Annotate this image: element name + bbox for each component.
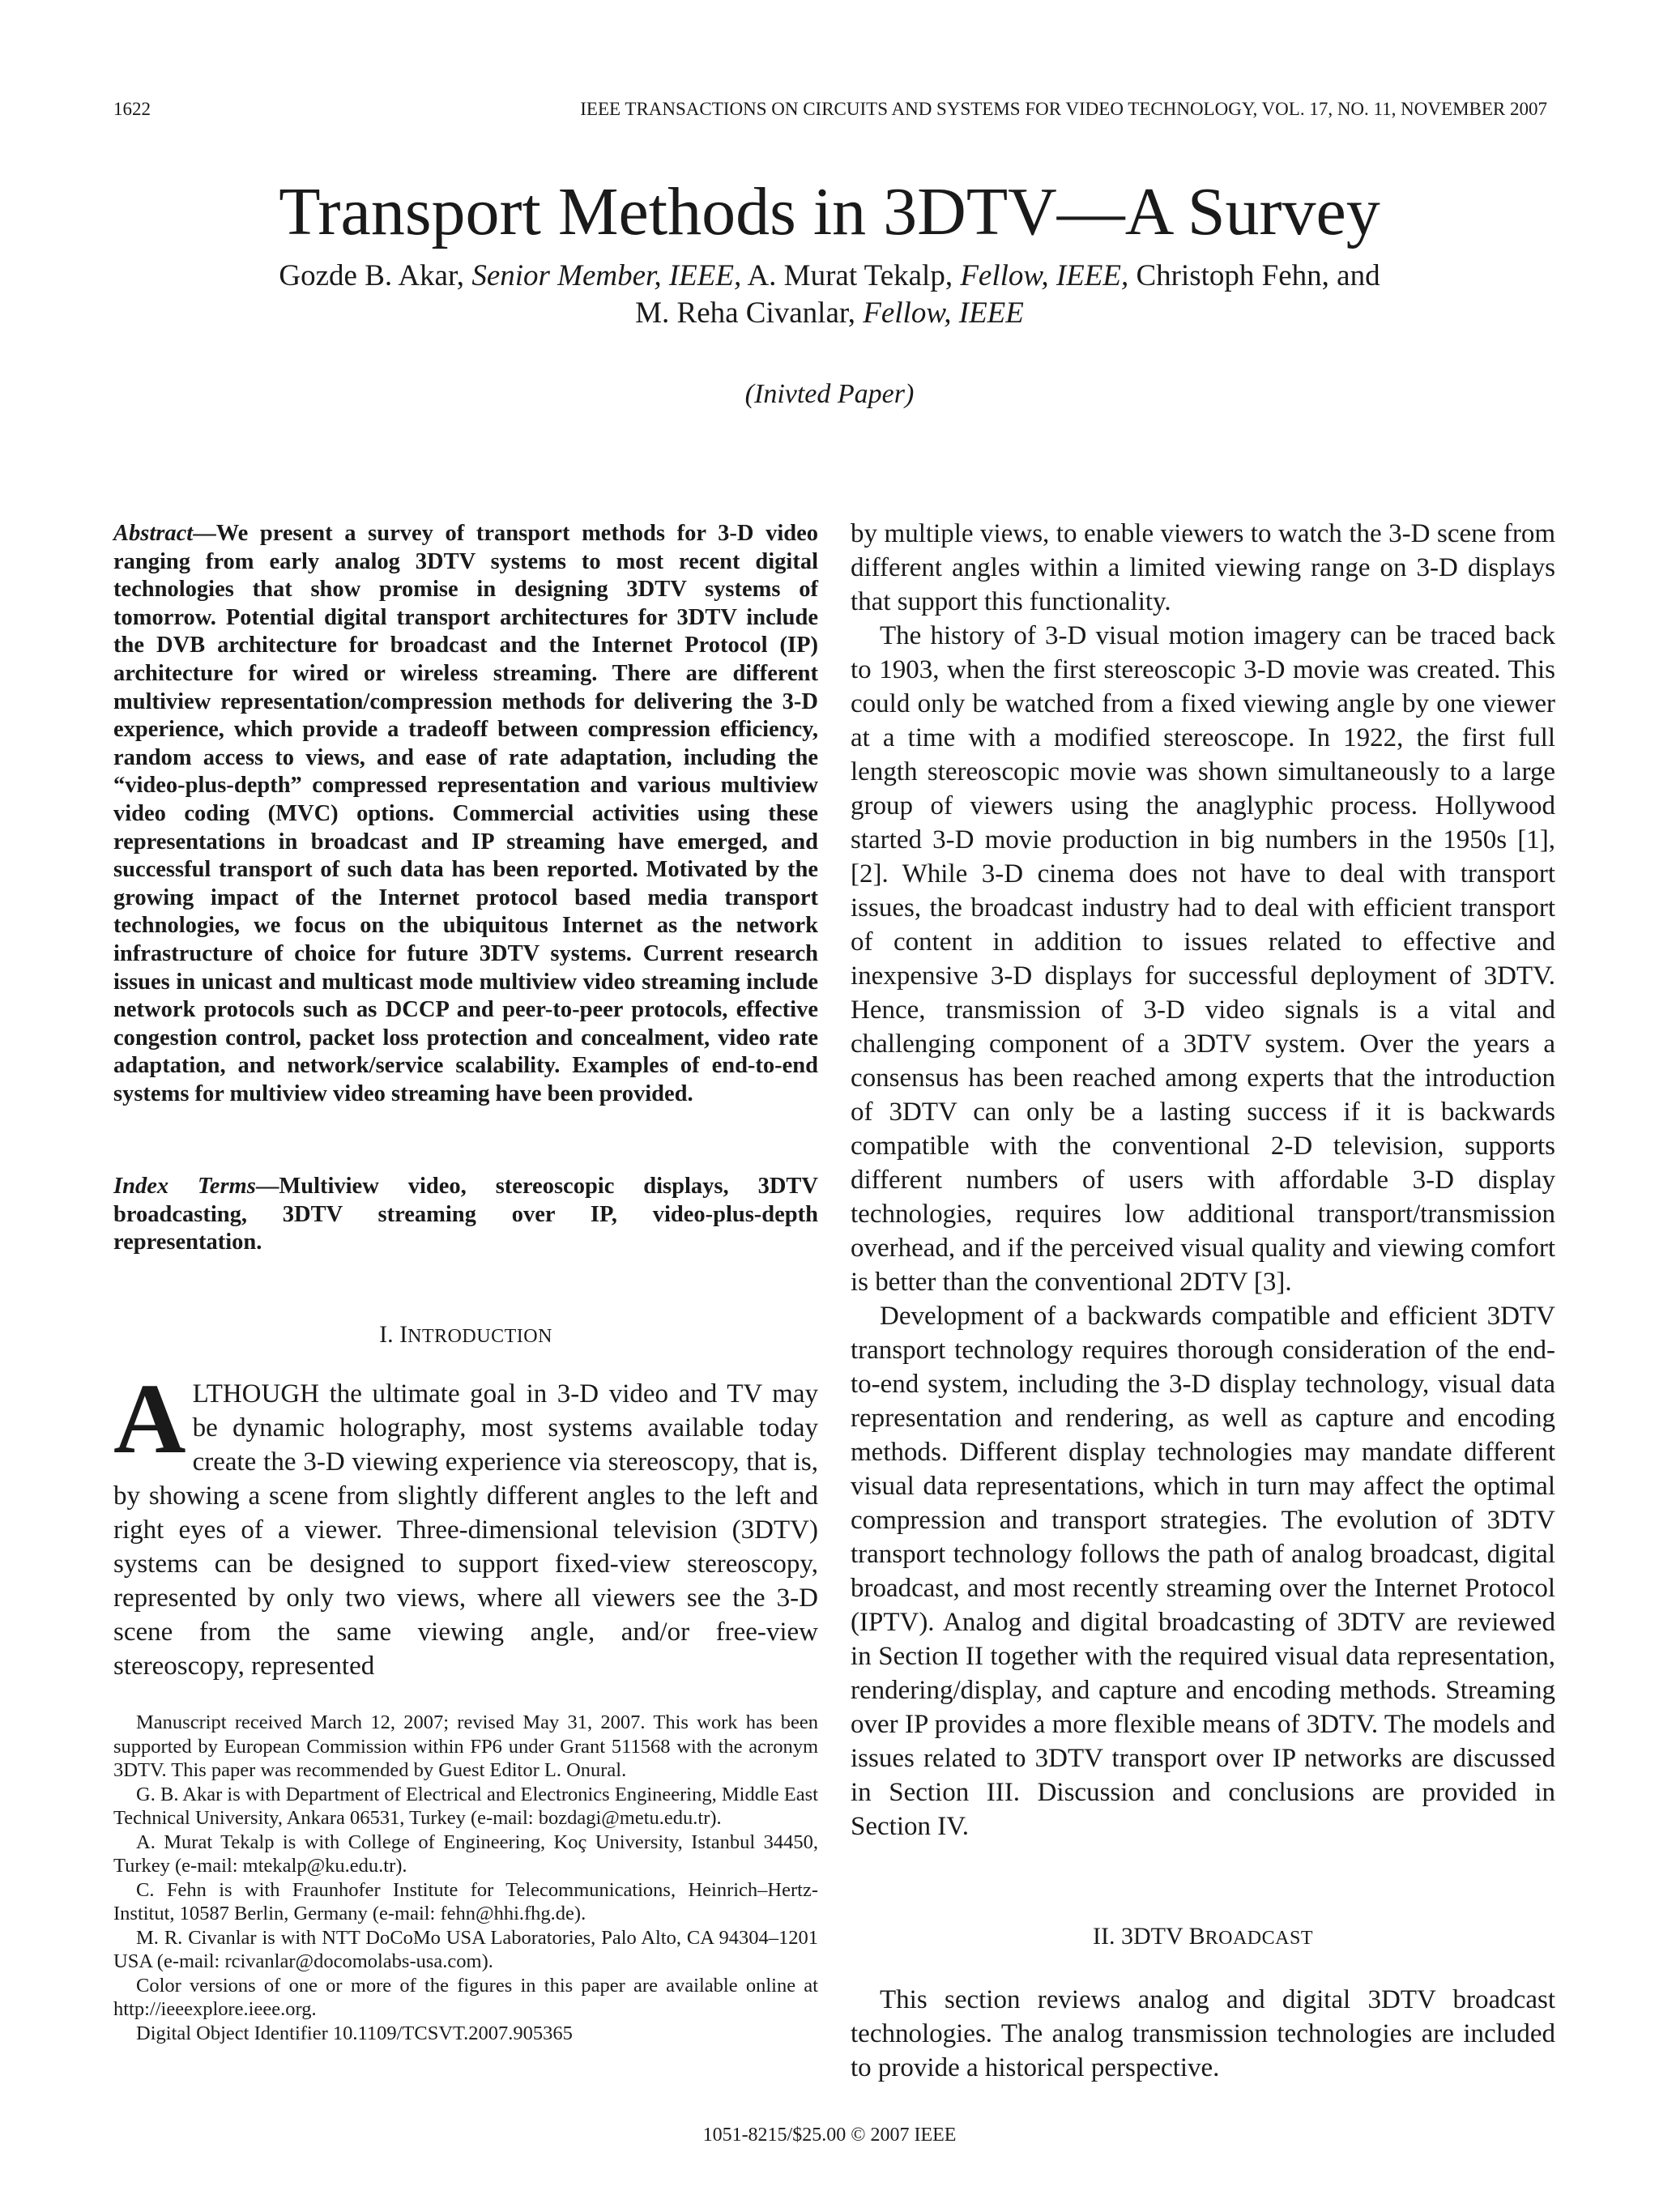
author-role: Senior Member, IEEE, bbox=[471, 259, 742, 292]
right-column-text bbox=[851, 517, 1555, 1843]
abstract bbox=[113, 520, 818, 1108]
index-terms bbox=[113, 1173, 818, 1257]
footnote: G. B. Akar is with Department of Electrical and Electronics Engineering, Middle East Technical University, Ankara 06531, Turkey (e-mail: bozdagi@metu.edu.tr). bbox=[113, 1783, 818, 1829]
index-terms-text: —Multiview video, stereoscopic displays, 3DTV broadcasting, 3DTV streaming over IP, video-plus-depth representation. bbox=[113, 1174, 818, 1255]
author-role: Fellow, IEEE, bbox=[960, 259, 1129, 292]
paper-title: Transport Methods in 3DTV—A Survey bbox=[279, 174, 1380, 249]
footnote: Color versions of one or more of the figures in this paper are available online at http://ieeexplore.ieee.org. bbox=[113, 1974, 818, 2020]
paper-type: (Inivted Paper) bbox=[744, 379, 915, 409]
footnote: Digital Object Identifier 10.1109/TCSVT.2007.905365 bbox=[136, 2022, 573, 2044]
copyright-footer: 1051-8215/$25.00 © 2007 IEEE bbox=[702, 2125, 957, 2146]
author-name: Christoph Fehn, and bbox=[1136, 259, 1380, 292]
page-number: 1622 bbox=[113, 99, 151, 119]
footnote: C. Fehn is with Fraunhofer Institute for Telecommunications, Heinrich–Hertz-Institut, 10587 Berlin, Germany (e-mail: fehn@hhi.fhg.de). bbox=[113, 1878, 818, 1924]
author-role: Fellow, IEEE bbox=[863, 296, 1024, 330]
footnote: Manuscript received March 12, 2007; revised May 31, 2007. This work has been supported by European Commission within FP6 under Grant 511568 with the acronym 3DTV. This paper was recommended by Guest Editor L. Onural. bbox=[113, 1711, 818, 1781]
introduction-paragraph bbox=[113, 1363, 818, 1683]
running-header bbox=[113, 99, 1547, 131]
paragraph: The history of 3-D visual motion imagery can be traced back to 1903, when the first stereoscopic 3-D movie was created. This could only be watched from a fixed viewing angle by one viewer at a time with a modified stereoscope. In 1922, the first full length stereoscopic movie was shown simultaneously to a large group of viewers using the anaglyphic process. Hollywood started 3-D movie production in big numbers in the 1950s [1], [2]. While 3-D cinema does not have to deal with transport issues, the broadcast industry had to deal with efficient transport of content in addition to issues related to effective and inexpensive 3-D displays for successful deployment of 3DTV. Hence, transmission of 3-D video signals is a vital and challenging component of a 3DTV system. Over the years a consensus has been reached among experts that the introduction of 3DTV can only be a lasting success if it is backwards compatible with the conventional 2-D television, supports different numbers of users with affordable 3-D display technologies, requires low additional transport/transmission overhead, and if the perceived visual quality and viewing comfort is better than the conventional 2DTV [3]. bbox=[851, 621, 1555, 1297]
introduction-text: LTHOUGH the ultimate goal in 3-D video and TV may be dynamic holography, most systems available today create the 3-D viewing experience via stereoscopy, that is, by showing a scene from slightly different angles to the left and right eyes of a viewer. Three-dimensional television (3DTV) systems can be designed to support fixed-view stereoscopy, represented by only two views, where all viewers see the 3-D scene from the same viewing angle, and/or free-view stereoscopy, represented bbox=[113, 1379, 818, 1681]
section-heading-introduction: I. INTRODUCTION bbox=[379, 1321, 552, 1348]
author-name: A. Murat Tekalp, bbox=[747, 259, 953, 292]
abstract-text: —We present a survey of transport methods for 3-D video ranging from early analog 3DTV systems to most recent digital technologies that show promise in designing 3DTV systems of tomorrow. Potential digital transport architectures for 3DTV include the DVB architecture for broadcast and the Internet Protocol (IP) architecture for wired or wireless streaming. There are different multiview representation/compression methods for delivering the 3-D experience, which provide a tradeoff between compression efficiency, random access to views, and ease of rate adaptation, including the “video-plus-depth” compressed representation and various multiview video coding (MVC) options. Commercial activities using these representations in broadcast and IP streaming have emerged, and successful transport of such data has been reported. Motivated by the growing impact of the Internet protocol based media transport technologies, we focus on the ubiquitous Internet as the network infrastructure of choice for future 3DTV systems. Current research issues in unicast and multicast mode multiview video streaming include network protocols such as DCCP and peer-to-peer protocols, effective congestion control, packet loss protection and concealment, video rate adaptation, and network/service scalability. Examples of end-to-end systems for multiview video streaming have been provided. bbox=[113, 521, 818, 1106]
drop-cap: A bbox=[113, 1363, 186, 1474]
journal-header: IEEE TRANSACTIONS ON CIRCUITS AND SYSTEMS FOR VIDEO TECHNOLOGY, VOL. 17, NO. 11, NOVEMBER 2007 bbox=[580, 99, 1547, 119]
footnote: M. R. Civanlar is with NTT DoCoMo USA Laboratories, Palo Alto, CA 94304–1201 USA (e-mail: rcivanlar@docomolabs-usa.com). bbox=[113, 1926, 818, 1972]
paragraph: Development of a backwards compatible and efficient 3DTV transport technology requires thorough consideration of the end-to-end system, including the 3-D display technology, visual data representation and rendering, as well as capture and encoding methods. Different display technologies may mandate different visual data representations, which in turn may affect the optimal compression and transport strategies. The evolution of 3DTV transport technology follows the path of analog broadcast, digital broadcast, and most recently streaming over the Internet Protocol (IPTV). Analog and digital broadcasting of 3DTV are reviewed in Section II together with the required visual data representation, rendering/display, and capture and encoding methods. Streaming over IP provides a more flexible means of 3DTV. The models and issues related to 3DTV transport over IP networks are discussed in Section III. Discussion and conclusions are provided in Section IV. bbox=[851, 1302, 1555, 1841]
abstract-label: Abstract bbox=[113, 521, 194, 546]
author-name: M. Reha Civanlar, bbox=[635, 296, 855, 330]
index-terms-label: Index Terms bbox=[113, 1174, 256, 1199]
section-heading-broadcast: II. 3DTV BROADCAST bbox=[1093, 1923, 1313, 1950]
author-list bbox=[0, 258, 1659, 332]
footnote: A. Murat Tekalp is with College of Engineering, Koç University, Istanbul 34450, Turkey (e-mail: mtekalp@ku.edu.tr). bbox=[113, 1831, 818, 1877]
section2-paragraph: This section reviews analog and digital 3DTV broadcast technologies. The analog transmission technologies are included to provide a historical perspective. bbox=[851, 1985, 1555, 2082]
footnotes bbox=[113, 1711, 818, 2045]
author-name: Gozde B. Akar, bbox=[279, 259, 465, 292]
paragraph: by multiple views, to enable viewers to watch the 3-D scene from different angles within a limited viewing range on 3-D displays that support this functionality. bbox=[851, 519, 1555, 616]
